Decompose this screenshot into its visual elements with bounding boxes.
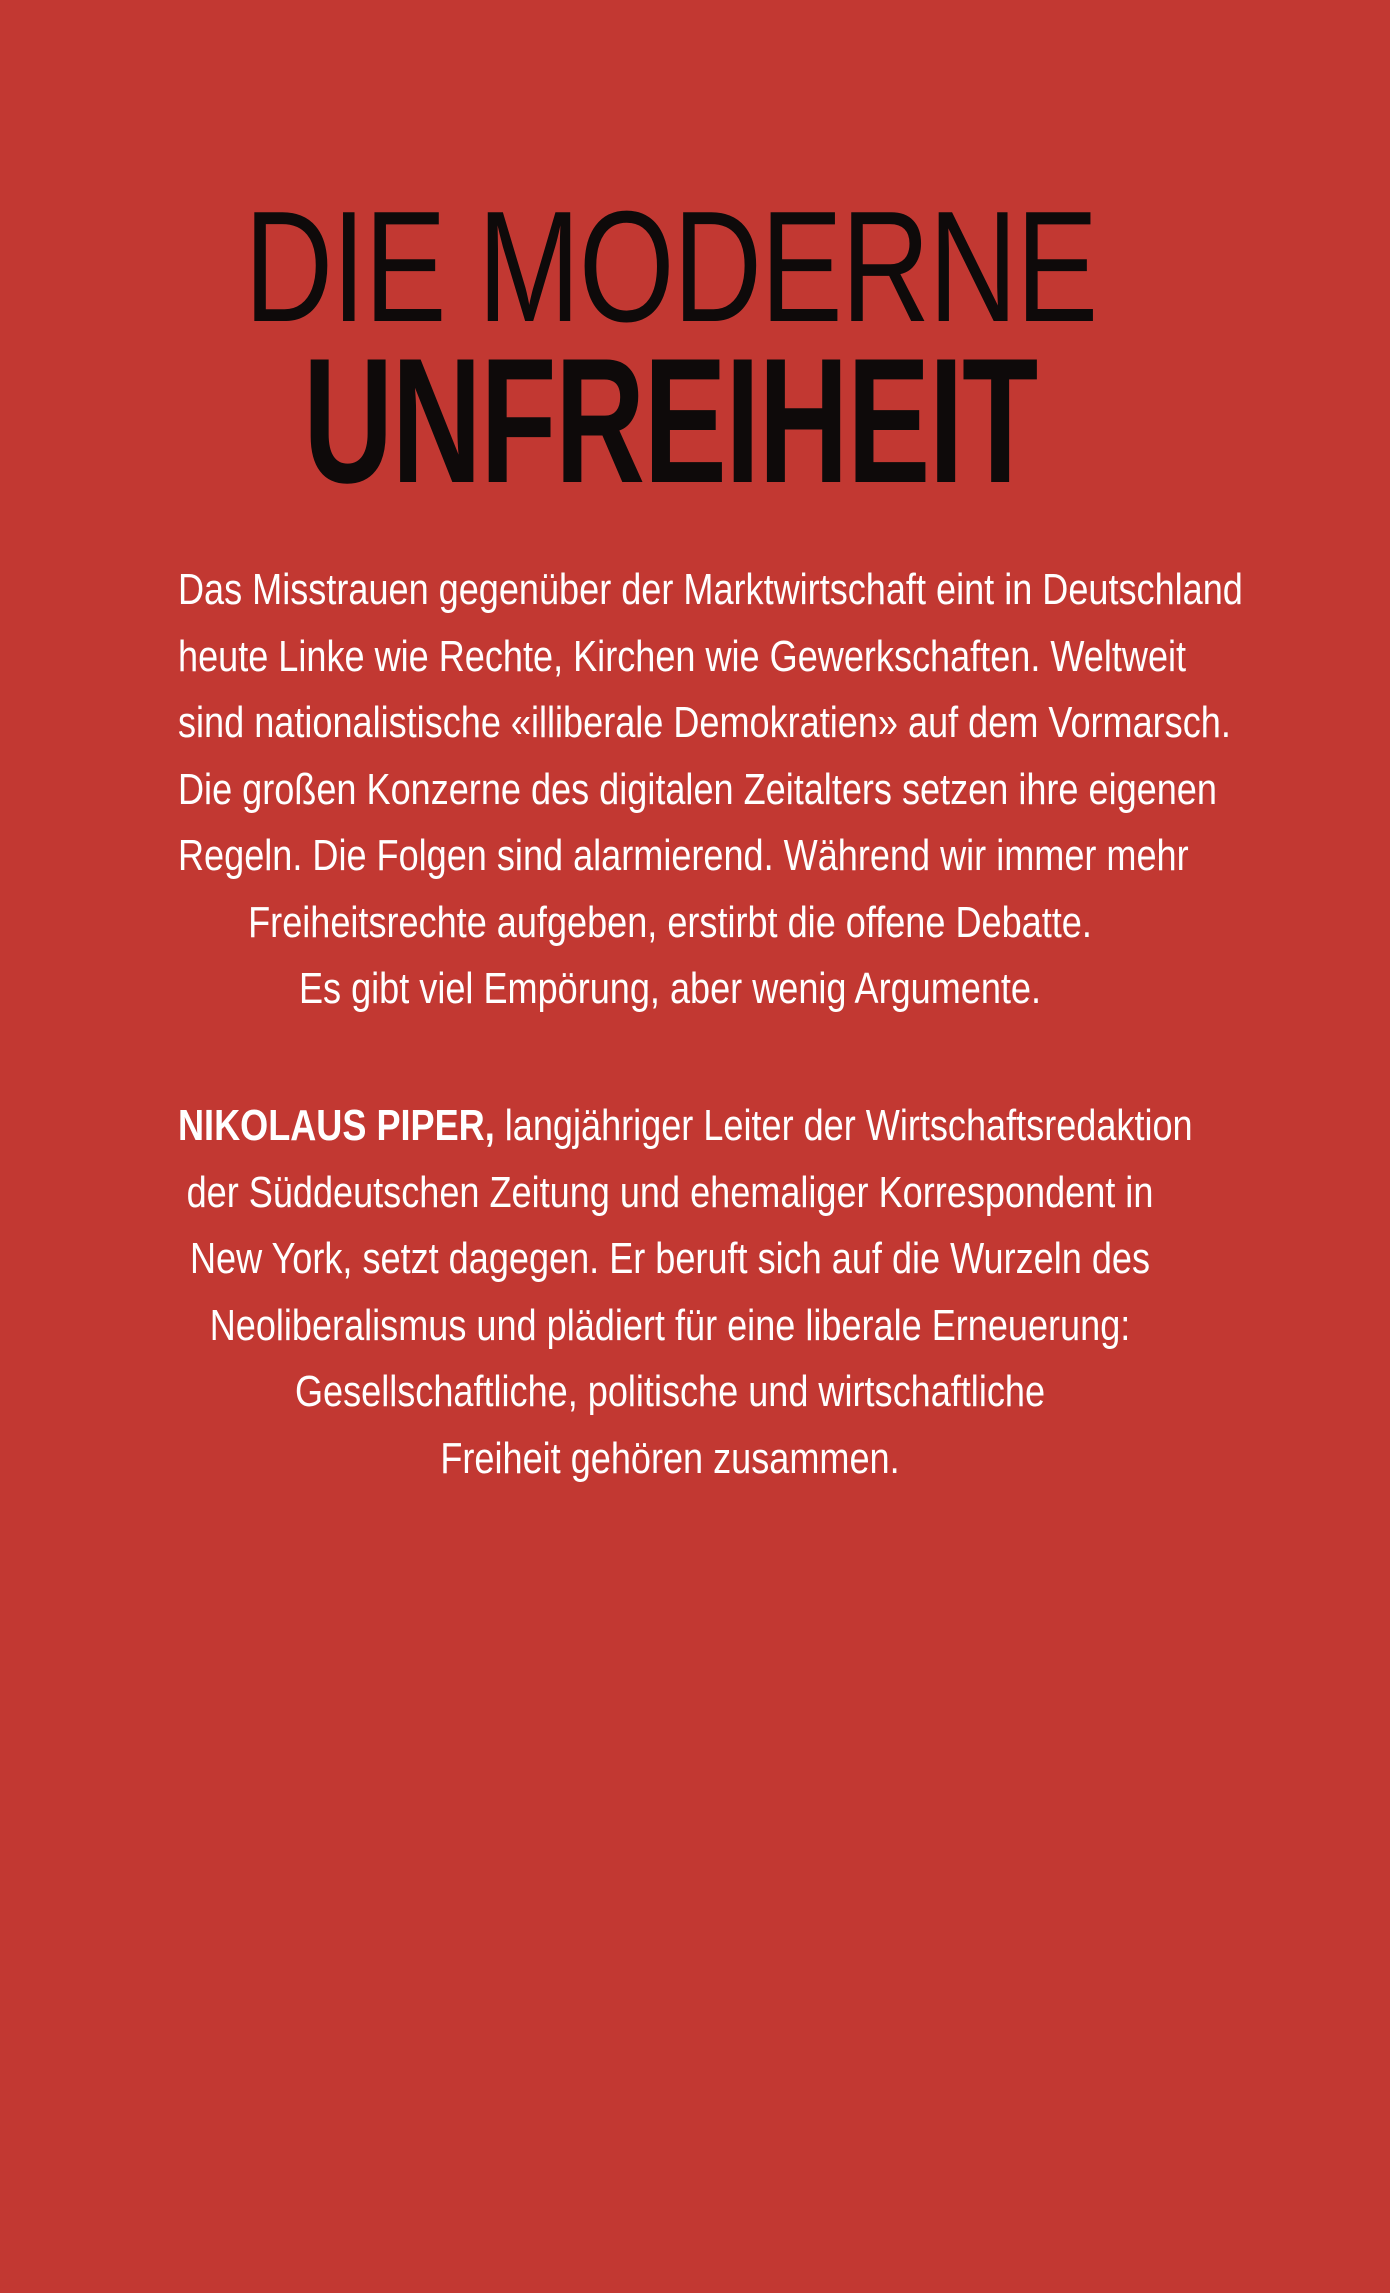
blurb-line: Freiheitsrechte aufgeben, erstirbt die offene Debatte. — [248, 897, 1092, 947]
blurb-line: Es gibt viel Empörung, aber wenig Argumente. — [298, 964, 1042, 1013]
author-bio-first-line — [178, 1093, 1193, 1160]
author-bio-line: New York, setzt dagegen. Er beruft sich auf die Wurzeln des — [189, 1234, 1150, 1283]
title-line-2: UNFREIHEIT — [303, 321, 1037, 520]
blurb-line: Regeln. Die Folgen sind alarmierend. Während wir immer mehr — [178, 831, 1189, 880]
author-bio-line: Neoliberalismus und plädiert für eine liberale Erneuerung: — [209, 1300, 1131, 1350]
title-line-1: DIE MODERNE — [243, 179, 1097, 355]
author-bio-line: Freiheit gehören zusammen. — [440, 1433, 900, 1483]
blurb-line: heute Linke wie Rechte, Kirchen wie Gewerkschaften. Weltweit — [178, 631, 1187, 681]
author-bio-first-line-text: langjähriger Leiter der Wirtschaftsredaktion — [494, 1101, 1193, 1150]
blurb-line: sind nationalistische «illiberale Demokratien» auf dem Vormarsch. — [178, 698, 1231, 747]
author-bio-line: Gesellschaftliche, politische und wirtschaftliche — [294, 1367, 1046, 1416]
author-bio-paragraph — [70, 1093, 1270, 1492]
blurb-line: Das Misstrauen gegenüber der Marktwirtschaft eint in Deutschland — [178, 565, 1243, 614]
blurb-line: Die großen Konzerne des digitalen Zeitalters setzen ihre eigenen — [178, 764, 1217, 814]
blurb-paragraph — [70, 557, 1270, 1023]
book-title — [0, 179, 1390, 520]
author-bio-line: der Süddeutschen Zeitung und ehemaliger Korrespondent in — [186, 1167, 1154, 1217]
author-name: NIKOLAUS PIPER, — [178, 1101, 495, 1150]
